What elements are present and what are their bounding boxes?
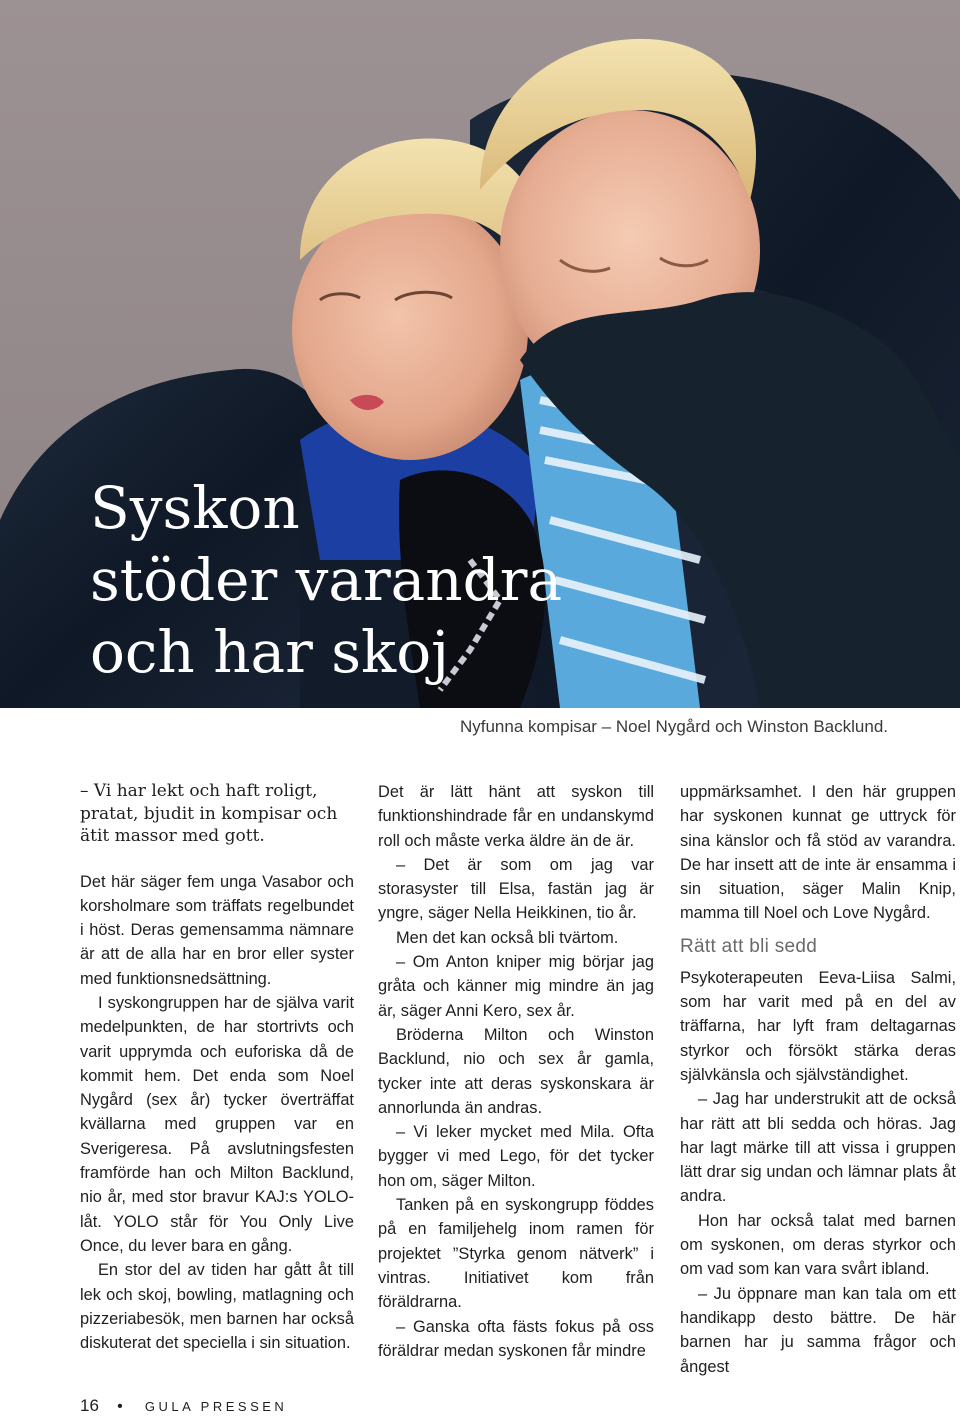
paragraph: Det här säger fem unga Vasabor och korsholmare som träffats regelbundet i höst. Deras gemensamma nämnare är att de alla har en bror eller syster med funktionsnedsättning. xyxy=(80,872,354,988)
section-subheading: Rätt att bli sedd xyxy=(680,935,818,957)
paragraph: uppmärksamhet. I den här gruppen har syskonen kunnat ge uttryck för sina känslor och få stöd av varandra. De har insett att de inte är ensamma i sin situation, säger Malin Knip, mamma till Noel och Love Nygård. xyxy=(680,783,956,923)
paragraph: – Om Anton kniper mig börjar jag gråta och känner mig mindre än jag är, säger Anni Kero, sex år. xyxy=(378,953,654,1020)
footer-separator: • xyxy=(117,1398,123,1415)
paragraph: Tanken på en syskongrupp föddes på en familjehelg inom ramen för projektet ”Styrka genom nätverk” i vintras. Initiativet kom från föräldrarna. xyxy=(378,1196,654,1312)
paragraph: – Vi leker mycket med Mila. Ofta bygger vi med Lego, för det tycker hon om, säger Milton. xyxy=(378,1123,654,1190)
publication-name: GULA PRESSEN xyxy=(144,1399,288,1414)
page-footer xyxy=(80,1396,287,1417)
paragraph: – Ganska ofta fästs fokus på oss föräldrar medan syskonen får mindre xyxy=(378,1317,654,1360)
paragraph: I syskongruppen har de själva varit medelpunkten, de har stortrivts och varit upprymda och euforiska då de kommit hem. Det enda som Noel Nygård (sex år) tycker överträffat kvällarna med gruppen var en Sverigeresa. På avslutningsfesten framförde han och Milton Backlund, nio år, med stor bravur KAJ:s YOLO-låt. YOLO står för You Only Live Once, du lever bara en gång. xyxy=(80,993,354,1255)
headline-line-1: Syskon xyxy=(90,474,300,542)
lead-quote: – Vi har lekt och haft roligt, pratat, bjudit in kompisar och ätit massor med gott. xyxy=(80,781,338,846)
paragraph: Men det kan också bli tvärtom. xyxy=(396,928,619,947)
paragraph: – Jag har understrukit att de också har rätt att bli sedda och höras. Jag har lagt märke till att vissa i gruppen lätt drar sig undan och lämnar plats åt andra. xyxy=(680,1090,956,1206)
article-column-2 xyxy=(378,780,654,1363)
headline-line-3: och har skoj xyxy=(90,618,450,686)
paragraph: Psykoterapeuten Eeva-Liisa Salmi, som har varit med på en del av träffarna, har lyft fram deltagarnas styrkor och försökt stärka deras självkänsla och självständighet. xyxy=(680,968,956,1084)
article-column-1 xyxy=(80,780,354,1355)
paragraph: Hon har också talat med barnen om syskonen, om deras styrkor och om vad som kan vara svårt ibland. xyxy=(680,1211,956,1279)
page-number: 16 xyxy=(80,1396,99,1415)
article-headline xyxy=(90,472,562,688)
paragraph: Bröderna Milton och Winston Backlund, nio och sex år gamla, tycker inte att deras syskonskara är annorlunda än andras. xyxy=(378,1025,654,1117)
paragraph: – Det är som om jag var storasyster till Elsa, fastän jag är yngre, säger Nella Heikkinen, tio år. xyxy=(378,855,654,923)
article-column-3 xyxy=(680,780,956,1379)
headline-line-2: stöder varandra xyxy=(90,546,563,614)
photo-caption: Nyfunna kompisar – Noel Nygård och Winston Backlund. xyxy=(459,717,888,736)
paragraph: En stor del av tiden har gått åt till lek och skoj, bowling, matlagning och pizzeriabesök, men barnen har också diskuterat det speciella i sin situation. xyxy=(80,1261,354,1353)
paragraph: Det är lätt hänt att syskon till funktionshindrade får en undanskymd roll och måste verka äldre än de är. xyxy=(378,783,654,850)
paragraph: – Ju öppnare man kan tala om ett handikapp desto bättre. De här barnen har ju samma frågor och ångest xyxy=(680,1284,956,1376)
